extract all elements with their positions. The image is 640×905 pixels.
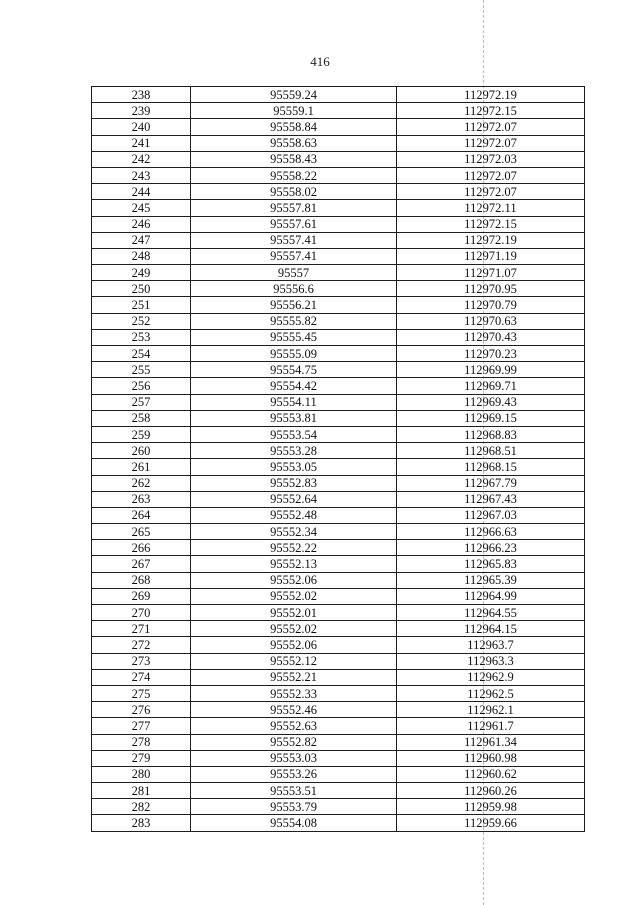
x-coordinate-cell: 95552.02	[191, 621, 397, 637]
table-row	[92, 443, 585, 459]
y-coordinate-cell: 112959.66	[397, 815, 585, 831]
table-row	[92, 362, 585, 378]
table-row	[92, 556, 585, 572]
point-number-cell: 262	[92, 475, 191, 491]
y-coordinate-cell: 112967.43	[397, 491, 585, 507]
y-coordinate-cell: 112961.7	[397, 718, 585, 734]
y-coordinate-cell: 112969.99	[397, 362, 585, 378]
y-coordinate-cell: 112960.26	[397, 783, 585, 799]
x-coordinate-cell: 95553.54	[191, 426, 397, 442]
table-row	[92, 410, 585, 426]
table-row	[92, 378, 585, 394]
y-coordinate-cell: 112968.51	[397, 443, 585, 459]
point-number-cell: 254	[92, 346, 191, 362]
table-row	[92, 459, 585, 475]
x-coordinate-cell: 95554.11	[191, 394, 397, 410]
table-row	[92, 119, 585, 135]
table-row	[92, 346, 585, 362]
x-coordinate-cell: 95552.02	[191, 588, 397, 604]
x-coordinate-cell: 95553.51	[191, 783, 397, 799]
table-row	[92, 669, 585, 685]
table-row	[92, 103, 585, 119]
table-row	[92, 783, 585, 799]
x-coordinate-cell: 95558.02	[191, 184, 397, 200]
y-coordinate-cell: 112970.79	[397, 297, 585, 313]
y-coordinate-cell: 112970.63	[397, 313, 585, 329]
point-number-cell: 256	[92, 378, 191, 394]
x-coordinate-cell: 95552.06	[191, 637, 397, 653]
y-coordinate-cell: 112964.15	[397, 621, 585, 637]
y-coordinate-cell: 112960.98	[397, 750, 585, 766]
x-coordinate-cell: 95552.21	[191, 669, 397, 685]
y-coordinate-cell: 112969.43	[397, 394, 585, 410]
point-number-cell: 239	[92, 103, 191, 119]
table-row	[92, 637, 585, 653]
y-coordinate-cell: 112966.23	[397, 540, 585, 556]
table-row	[92, 329, 585, 345]
point-number-cell: 246	[92, 216, 191, 232]
point-number-cell: 241	[92, 135, 191, 151]
y-coordinate-cell: 112972.15	[397, 103, 585, 119]
x-coordinate-cell: 95557	[191, 265, 397, 281]
point-number-cell: 248	[92, 248, 191, 264]
table-row	[92, 605, 585, 621]
table-row	[92, 281, 585, 297]
x-coordinate-cell: 95553.05	[191, 459, 397, 475]
point-number-cell: 257	[92, 394, 191, 410]
x-coordinate-cell: 95552.06	[191, 572, 397, 588]
x-coordinate-cell: 95553.03	[191, 750, 397, 766]
y-coordinate-cell: 112963.3	[397, 653, 585, 669]
x-coordinate-cell: 95552.12	[191, 653, 397, 669]
x-coordinate-cell: 95555.09	[191, 346, 397, 362]
table-row	[92, 297, 585, 313]
y-coordinate-cell: 112967.79	[397, 475, 585, 491]
y-coordinate-cell: 112970.95	[397, 281, 585, 297]
point-number-cell: 238	[92, 87, 191, 103]
table-row	[92, 167, 585, 183]
table-row	[92, 200, 585, 216]
x-coordinate-cell: 95554.42	[191, 378, 397, 394]
x-coordinate-cell: 95555.45	[191, 329, 397, 345]
y-coordinate-cell: 112962.5	[397, 685, 585, 701]
point-number-cell: 267	[92, 556, 191, 572]
y-coordinate-cell: 112972.07	[397, 184, 585, 200]
point-number-cell: 268	[92, 572, 191, 588]
table-row	[92, 815, 585, 831]
x-coordinate-cell: 95557.81	[191, 200, 397, 216]
x-coordinate-cell: 95558.43	[191, 151, 397, 167]
table-row	[92, 426, 585, 442]
point-number-cell: 253	[92, 329, 191, 345]
table-row	[92, 734, 585, 750]
table-row	[92, 750, 585, 766]
table-row	[92, 265, 585, 281]
table-row	[92, 87, 585, 103]
table-row	[92, 685, 585, 701]
x-coordinate-cell: 95554.75	[191, 362, 397, 378]
x-coordinate-cell: 95557.41	[191, 232, 397, 248]
point-number-cell: 244	[92, 184, 191, 200]
y-coordinate-cell: 112971.19	[397, 248, 585, 264]
point-number-cell: 273	[92, 653, 191, 669]
x-coordinate-cell: 95553.81	[191, 410, 397, 426]
x-coordinate-cell: 95555.82	[191, 313, 397, 329]
point-number-cell: 271	[92, 621, 191, 637]
point-number-cell: 276	[92, 702, 191, 718]
point-number-cell: 264	[92, 507, 191, 523]
point-number-cell: 261	[92, 459, 191, 475]
table-row	[92, 524, 585, 540]
point-number-cell: 263	[92, 491, 191, 507]
table-row	[92, 621, 585, 637]
point-number-cell: 272	[92, 637, 191, 653]
table-row	[92, 475, 585, 491]
table-row	[92, 248, 585, 264]
point-number-cell: 282	[92, 799, 191, 815]
y-coordinate-cell: 112962.1	[397, 702, 585, 718]
y-coordinate-cell: 112962.9	[397, 669, 585, 685]
x-coordinate-cell: 95558.22	[191, 167, 397, 183]
x-coordinate-cell: 95553.28	[191, 443, 397, 459]
x-coordinate-cell: 95552.82	[191, 734, 397, 750]
point-number-cell: 269	[92, 588, 191, 604]
point-number-cell: 258	[92, 410, 191, 426]
x-coordinate-cell: 95557.41	[191, 248, 397, 264]
coordinates-table-body	[92, 87, 585, 832]
y-coordinate-cell: 112963.7	[397, 637, 585, 653]
table-row	[92, 184, 585, 200]
y-coordinate-cell: 112967.03	[397, 507, 585, 523]
point-number-cell: 249	[92, 265, 191, 281]
y-coordinate-cell: 112965.39	[397, 572, 585, 588]
point-number-cell: 240	[92, 119, 191, 135]
table-row	[92, 540, 585, 556]
point-number-cell: 270	[92, 605, 191, 621]
table-row	[92, 766, 585, 782]
point-number-cell: 255	[92, 362, 191, 378]
y-coordinate-cell: 112972.07	[397, 167, 585, 183]
point-number-cell: 252	[92, 313, 191, 329]
y-coordinate-cell: 112969.71	[397, 378, 585, 394]
x-coordinate-cell: 95552.48	[191, 507, 397, 523]
point-number-cell: 275	[92, 685, 191, 701]
point-number-cell: 281	[92, 783, 191, 799]
x-coordinate-cell: 95559.1	[191, 103, 397, 119]
table-row	[92, 653, 585, 669]
point-number-cell: 247	[92, 232, 191, 248]
point-number-cell: 278	[92, 734, 191, 750]
point-number-cell: 277	[92, 718, 191, 734]
x-coordinate-cell: 95552.22	[191, 540, 397, 556]
y-coordinate-cell: 112960.62	[397, 766, 585, 782]
y-coordinate-cell: 112972.19	[397, 87, 585, 103]
y-coordinate-cell: 112965.83	[397, 556, 585, 572]
x-coordinate-cell: 95559.24	[191, 87, 397, 103]
point-number-cell: 260	[92, 443, 191, 459]
x-coordinate-cell: 95554.08	[191, 815, 397, 831]
point-number-cell: 242	[92, 151, 191, 167]
y-coordinate-cell: 112972.19	[397, 232, 585, 248]
y-coordinate-cell: 112966.63	[397, 524, 585, 540]
page-number: 416	[310, 54, 330, 69]
y-coordinate-cell: 112970.43	[397, 329, 585, 345]
point-number-cell: 279	[92, 750, 191, 766]
y-coordinate-cell: 112972.03	[397, 151, 585, 167]
x-coordinate-cell: 95552.63	[191, 718, 397, 734]
coordinates-table	[91, 86, 585, 832]
y-coordinate-cell: 112969.15	[397, 410, 585, 426]
point-number-cell: 259	[92, 426, 191, 442]
y-coordinate-cell: 112972.11	[397, 200, 585, 216]
table-row	[92, 702, 585, 718]
y-coordinate-cell: 112970.23	[397, 346, 585, 362]
x-coordinate-cell: 95558.63	[191, 135, 397, 151]
y-coordinate-cell: 112971.07	[397, 265, 585, 281]
point-number-cell: 265	[92, 524, 191, 540]
point-number-cell: 283	[92, 815, 191, 831]
x-coordinate-cell: 95552.34	[191, 524, 397, 540]
y-coordinate-cell: 112964.99	[397, 588, 585, 604]
x-coordinate-cell: 95552.33	[191, 685, 397, 701]
table-row	[92, 313, 585, 329]
point-number-cell: 250	[92, 281, 191, 297]
y-coordinate-cell: 112968.15	[397, 459, 585, 475]
table-row	[92, 394, 585, 410]
x-coordinate-cell: 95552.13	[191, 556, 397, 572]
x-coordinate-cell: 95557.61	[191, 216, 397, 232]
table-row	[92, 588, 585, 604]
x-coordinate-cell: 95558.84	[191, 119, 397, 135]
x-coordinate-cell: 95552.01	[191, 605, 397, 621]
table-row	[92, 151, 585, 167]
x-coordinate-cell: 95552.83	[191, 475, 397, 491]
x-coordinate-cell: 95552.46	[191, 702, 397, 718]
y-coordinate-cell: 112959.98	[397, 799, 585, 815]
point-number-cell: 266	[92, 540, 191, 556]
point-number-cell: 243	[92, 167, 191, 183]
table-row	[92, 491, 585, 507]
y-coordinate-cell: 112964.55	[397, 605, 585, 621]
point-number-cell: 280	[92, 766, 191, 782]
x-coordinate-cell: 95556.21	[191, 297, 397, 313]
y-coordinate-cell: 112972.07	[397, 135, 585, 151]
table-row	[92, 507, 585, 523]
table-row	[92, 799, 585, 815]
table-row	[92, 572, 585, 588]
table-row	[92, 718, 585, 734]
x-coordinate-cell: 95553.26	[191, 766, 397, 782]
y-coordinate-cell: 112968.83	[397, 426, 585, 442]
table-row	[92, 232, 585, 248]
y-coordinate-cell: 112972.07	[397, 119, 585, 135]
y-coordinate-cell: 112961.34	[397, 734, 585, 750]
table-row	[92, 216, 585, 232]
point-number-cell: 245	[92, 200, 191, 216]
point-number-cell: 251	[92, 297, 191, 313]
point-number-cell: 274	[92, 669, 191, 685]
x-coordinate-cell: 95552.64	[191, 491, 397, 507]
x-coordinate-cell: 95553.79	[191, 799, 397, 815]
x-coordinate-cell: 95556.6	[191, 281, 397, 297]
y-coordinate-cell: 112972.15	[397, 216, 585, 232]
table-row	[92, 135, 585, 151]
